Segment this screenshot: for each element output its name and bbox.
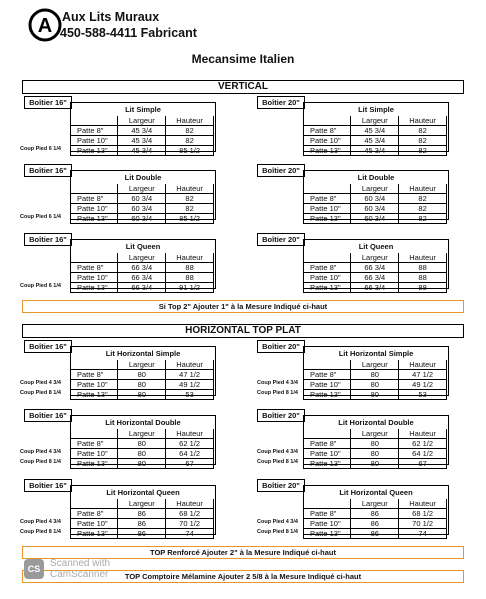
header-largeur: Largeur <box>118 499 166 509</box>
spec-table-title: Lit Simple <box>358 105 394 114</box>
hauteur-value: 82 <box>166 126 214 136</box>
spec-table-box <box>303 102 449 155</box>
hauteur-value: 49 1/2 <box>399 380 447 390</box>
table-row <box>71 370 214 380</box>
hauteur-value: 47 1/2 <box>166 370 214 380</box>
note-top-renforce: TOP Renforcé Ajouter 2" à la Mesure Indiqué ci-haut <box>22 546 464 559</box>
spec-table <box>70 116 214 156</box>
patte-label: Patte 8" <box>304 194 351 204</box>
spec-table-title: Lit Horizontal Queen <box>106 488 180 497</box>
header-blank-cell <box>304 429 351 439</box>
table-header-row <box>304 360 447 370</box>
hauteur-value: 88 <box>399 263 447 273</box>
header-hauteur: Hauteur <box>399 499 447 509</box>
section-heading-vertical: VERTICAL <box>22 80 464 94</box>
boitier-label: Boîtier 16" <box>24 233 72 246</box>
patte-label: Patte 10" <box>304 136 351 146</box>
patte-label: Patte 8" <box>71 194 118 204</box>
largeur-value: 80 <box>118 390 166 400</box>
spec-table-box <box>70 485 216 538</box>
coup-pied-note: Coup Pied 4 3/4 <box>257 449 298 455</box>
patte-label: Patte 8" <box>304 263 351 273</box>
coup-pied-note: Coup Pied 8 1/4 <box>257 529 298 535</box>
table-header-row <box>71 184 214 194</box>
largeur-value: 86 <box>351 519 399 529</box>
header-hauteur: Hauteur <box>166 360 214 370</box>
patte-label: Patte 13" <box>304 146 351 156</box>
spec-table-title: Lit Horizontal Simple <box>105 349 181 358</box>
header-blank-cell <box>71 499 118 509</box>
header-blank-cell <box>71 253 118 263</box>
spec-table <box>303 429 447 469</box>
svg-text:A: A <box>37 15 53 37</box>
spec-table-title: Lit Queen <box>358 242 394 251</box>
patte-label: Patte 13" <box>71 529 118 539</box>
table-row <box>304 126 447 136</box>
header-largeur: Largeur <box>118 184 166 194</box>
hauteur-value: 74 <box>399 529 447 539</box>
hauteur-value: 91 1/2 <box>166 283 214 293</box>
table-row <box>304 449 447 459</box>
header-blank-cell <box>304 253 351 263</box>
spec-table-box <box>70 102 216 155</box>
patte-label: Patte 10" <box>304 519 351 529</box>
table-row <box>304 204 447 214</box>
table-header-row <box>71 253 214 263</box>
watermark-line-1: Scanned with <box>50 558 111 569</box>
coup-pied-note: Coup Pied 4 3/4 <box>20 449 61 455</box>
table-row <box>71 459 214 469</box>
patte-label: Patte 10" <box>304 449 351 459</box>
spec-table <box>70 499 214 539</box>
spec-table-box <box>70 346 216 399</box>
header-blank-cell <box>304 116 351 126</box>
spec-table-title: Lit Simple <box>125 105 161 114</box>
coup-pied-note: Coup Pied 4 3/4 <box>257 519 298 525</box>
largeur-value: 80 <box>351 390 399 400</box>
patte-label: Patte 10" <box>304 273 351 283</box>
boitier-label: Boîtier 20" <box>257 479 305 492</box>
hauteur-value: 53 <box>166 390 214 400</box>
largeur-value: 45 3/4 <box>118 146 166 156</box>
largeur-value: 60 3/4 <box>118 194 166 204</box>
hauteur-value: 70 1/2 <box>166 519 214 529</box>
spec-table-box <box>303 415 449 468</box>
table-row <box>71 214 214 224</box>
spec-table <box>70 253 214 293</box>
patte-label: Patte 10" <box>304 204 351 214</box>
hauteur-value: 82 <box>166 136 214 146</box>
note-top-comptoir: TOP Comptoire Mélamine Ajouter 2 5/8 à la Mesure Indiqué ci-haut <box>22 570 464 583</box>
spec-table <box>303 116 447 156</box>
coup-pied-note: Coup Pied 8 1/4 <box>257 459 298 465</box>
spec-table <box>303 360 447 400</box>
table-row <box>71 380 214 390</box>
largeur-value: 45 3/4 <box>351 136 399 146</box>
header-largeur: Largeur <box>351 360 399 370</box>
hauteur-value: 67 <box>399 459 447 469</box>
table-header-row <box>304 253 447 263</box>
largeur-value: 80 <box>351 449 399 459</box>
table-row <box>71 449 214 459</box>
spec-table-box <box>303 239 449 292</box>
patte-label: Patte 13" <box>71 459 118 469</box>
table-row <box>71 283 214 293</box>
patte-label: Patte 13" <box>304 283 351 293</box>
largeur-value: 86 <box>118 509 166 519</box>
spec-table-box <box>70 170 216 223</box>
hauteur-value: 70 1/2 <box>399 519 447 529</box>
hauteur-value: 82 <box>399 204 447 214</box>
scanner-watermark <box>50 558 110 580</box>
patte-label: Patte 10" <box>71 273 118 283</box>
hauteur-value: 82 <box>399 136 447 146</box>
boitier-label: Boîtier 20" <box>257 233 305 246</box>
hauteur-value: 82 <box>399 194 447 204</box>
boitier-label: Boîtier 16" <box>24 96 72 109</box>
coup-pied-note: Coup Pied 6 1/4 <box>20 146 61 152</box>
hauteur-value: 68 1/2 <box>399 509 447 519</box>
boitier-label: Boîtier 16" <box>24 340 72 353</box>
largeur-value: 45 3/4 <box>118 136 166 146</box>
section-heading-horizontal: HORIZONTAL TOP PLAT <box>22 324 464 338</box>
spec-table-title: Lit Double <box>124 173 162 182</box>
header-largeur: Largeur <box>118 253 166 263</box>
boitier-label: Boîtier 20" <box>257 409 305 422</box>
header-hauteur: Hauteur <box>166 253 214 263</box>
spec-table-title: Lit Horizontal Simple <box>338 349 414 358</box>
header-blank-cell <box>71 360 118 370</box>
spec-table-title: Lit Horizontal Double <box>105 418 181 427</box>
largeur-value: 45 3/4 <box>351 146 399 156</box>
largeur-value: 66 3/4 <box>118 263 166 273</box>
spec-table <box>70 360 214 400</box>
company-name: Aux Lits Muraux <box>62 10 160 24</box>
coup-pied-note: Coup Pied 8 1/4 <box>257 390 298 396</box>
table-row <box>304 459 447 469</box>
largeur-value: 60 3/4 <box>351 194 399 204</box>
spec-table-title: Lit Queen <box>125 242 161 251</box>
largeur-value: 80 <box>118 370 166 380</box>
hauteur-value: 82 <box>399 146 447 156</box>
table-row <box>304 146 447 156</box>
hauteur-value: 67 <box>166 459 214 469</box>
table-row <box>304 283 447 293</box>
coup-pied-note: Coup Pied 4 3/4 <box>20 380 61 386</box>
table-row <box>304 519 447 529</box>
largeur-value: 80 <box>351 380 399 390</box>
table-row <box>304 136 447 146</box>
table-header-row <box>304 429 447 439</box>
largeur-value: 80 <box>118 449 166 459</box>
header-hauteur: Hauteur <box>399 360 447 370</box>
largeur-value: 86 <box>351 509 399 519</box>
boitier-label: Boîtier 16" <box>24 479 72 492</box>
hauteur-value: 82 <box>399 214 447 224</box>
table-header-row <box>71 429 214 439</box>
hauteur-value: 82 <box>399 126 447 136</box>
largeur-value: 66 3/4 <box>351 273 399 283</box>
header-blank-cell <box>304 184 351 194</box>
coup-pied-note: Coup Pied 8 1/4 <box>20 459 61 465</box>
patte-label: Patte 13" <box>304 529 351 539</box>
largeur-value: 86 <box>118 529 166 539</box>
boitier-label: Boîtier 16" <box>24 164 72 177</box>
table-header-row <box>304 499 447 509</box>
hauteur-value: 85 1/2 <box>166 146 214 156</box>
table-row <box>304 194 447 204</box>
table-row <box>304 529 447 539</box>
largeur-value: 80 <box>118 380 166 390</box>
patte-label: Patte 8" <box>304 370 351 380</box>
largeur-value: 80 <box>118 459 166 469</box>
header-blank-cell <box>71 429 118 439</box>
header-largeur: Largeur <box>351 429 399 439</box>
largeur-value: 60 3/4 <box>118 214 166 224</box>
patte-label: Patte 10" <box>71 204 118 214</box>
header-hauteur: Hauteur <box>166 116 214 126</box>
page-title: Mecansime Italien <box>191 52 295 66</box>
largeur-value: 66 3/4 <box>351 283 399 293</box>
patte-label: Patte 8" <box>304 439 351 449</box>
spec-table-title: Lit Horizontal Queen <box>339 488 413 497</box>
patte-label: Patte 8" <box>304 509 351 519</box>
largeur-value: 45 3/4 <box>351 126 399 136</box>
table-row <box>71 439 214 449</box>
header-hauteur: Hauteur <box>166 184 214 194</box>
boitier-label: Boîtier 16" <box>24 409 72 422</box>
spec-table-title: Lit Horizontal Double <box>338 418 414 427</box>
spec-table-box <box>303 485 449 538</box>
coup-pied-note: Coup Pied 4 3/4 <box>20 519 61 525</box>
hauteur-value: 88 <box>166 263 214 273</box>
patte-label: Patte 13" <box>304 214 351 224</box>
table-row <box>304 439 447 449</box>
largeur-value: 80 <box>351 370 399 380</box>
table-row <box>71 204 214 214</box>
table-row <box>71 126 214 136</box>
largeur-value: 66 3/4 <box>351 263 399 273</box>
header-hauteur: Hauteur <box>399 184 447 194</box>
table-row <box>304 273 447 283</box>
spec-table-box <box>70 415 216 468</box>
boitier-label: Boîtier 20" <box>257 96 305 109</box>
hauteur-value: 49 1/2 <box>166 380 214 390</box>
header-blank-cell <box>71 184 118 194</box>
table-row <box>304 509 447 519</box>
hauteur-value: 88 <box>399 283 447 293</box>
patte-label: Patte 13" <box>71 390 118 400</box>
table-row <box>71 273 214 283</box>
header-blank-cell <box>304 499 351 509</box>
header-largeur: Largeur <box>351 253 399 263</box>
header-hauteur: Hauteur <box>166 429 214 439</box>
company-logo-icon <box>28 8 62 42</box>
hauteur-value: 62 1/2 <box>166 439 214 449</box>
patte-label: Patte 10" <box>71 449 118 459</box>
header-largeur: Largeur <box>118 116 166 126</box>
table-header-row <box>304 184 447 194</box>
largeur-value: 80 <box>351 459 399 469</box>
hauteur-value: 62 1/2 <box>399 439 447 449</box>
patte-label: Patte 10" <box>304 380 351 390</box>
table-row <box>304 214 447 224</box>
table-row <box>71 136 214 146</box>
hauteur-value: 64 1/2 <box>166 449 214 459</box>
header-largeur: Largeur <box>118 360 166 370</box>
largeur-value: 45 3/4 <box>118 126 166 136</box>
patte-label: Patte 13" <box>304 390 351 400</box>
hauteur-value: 64 1/2 <box>399 449 447 459</box>
header-hauteur: Hauteur <box>399 429 447 439</box>
table-header-row <box>71 360 214 370</box>
header-largeur: Largeur <box>118 429 166 439</box>
largeur-value: 60 3/4 <box>351 204 399 214</box>
hauteur-value: 85 1/2 <box>166 214 214 224</box>
largeur-value: 86 <box>118 519 166 529</box>
largeur-value: 86 <box>351 529 399 539</box>
table-row <box>71 519 214 529</box>
patte-label: Patte 10" <box>71 380 118 390</box>
table-row <box>304 263 447 273</box>
largeur-value: 80 <box>351 439 399 449</box>
table-row <box>71 509 214 519</box>
table-row <box>71 194 214 204</box>
patte-label: Patte 8" <box>71 370 118 380</box>
patte-label: Patte 13" <box>71 214 118 224</box>
coup-pied-note: Coup Pied 8 1/4 <box>20 529 61 535</box>
largeur-value: 60 3/4 <box>351 214 399 224</box>
hauteur-value: 53 <box>399 390 447 400</box>
header-blank-cell <box>71 116 118 126</box>
hauteur-value: 68 1/2 <box>166 509 214 519</box>
header-largeur: Largeur <box>351 116 399 126</box>
patte-label: Patte 8" <box>304 126 351 136</box>
patte-label: Patte 13" <box>304 459 351 469</box>
hauteur-value: 88 <box>399 273 447 283</box>
spec-table <box>303 253 447 293</box>
largeur-value: 60 3/4 <box>118 204 166 214</box>
patte-label: Patte 8" <box>71 263 118 273</box>
spec-table <box>303 499 447 539</box>
hauteur-value: 47 1/2 <box>399 370 447 380</box>
hauteur-value: 82 <box>166 194 214 204</box>
header-hauteur: Hauteur <box>166 499 214 509</box>
patte-label: Patte 10" <box>71 136 118 146</box>
table-row <box>71 263 214 273</box>
boitier-label: Boîtier 20" <box>257 164 305 177</box>
watermark-line-2: CamScanner <box>50 569 109 580</box>
table-header-row <box>304 116 447 126</box>
company-phone: 450-588-4411 Fabricant <box>60 26 197 40</box>
table-header-row <box>71 116 214 126</box>
boitier-label: Boîtier 20" <box>257 340 305 353</box>
coup-pied-note: Coup Pied 6 1/4 <box>20 283 61 289</box>
hauteur-value: 82 <box>166 204 214 214</box>
header-hauteur: Hauteur <box>399 116 447 126</box>
table-row <box>71 529 214 539</box>
coup-pied-note: Coup Pied 4 3/4 <box>257 380 298 386</box>
spec-table-box <box>303 170 449 223</box>
hauteur-value: 74 <box>166 529 214 539</box>
largeur-value: 66 3/4 <box>118 273 166 283</box>
note-top-2: Si Top 2" Ajouter 1" à la Mesure Indiqué ci-haut <box>22 300 464 313</box>
table-row <box>304 380 447 390</box>
patte-label: Patte 13" <box>71 283 118 293</box>
header-blank-cell <box>304 360 351 370</box>
patte-label: Patte 8" <box>71 439 118 449</box>
table-header-row <box>71 499 214 509</box>
spec-table <box>70 184 214 224</box>
table-row <box>304 370 447 380</box>
patte-label: Patte 13" <box>71 146 118 156</box>
coup-pied-note: Coup Pied 8 1/4 <box>20 390 61 396</box>
spec-table-box <box>70 239 216 292</box>
table-row <box>304 390 447 400</box>
coup-pied-note: Coup Pied 6 1/4 <box>20 214 61 220</box>
spec-table-box <box>303 346 449 399</box>
table-row <box>71 390 214 400</box>
largeur-value: 80 <box>118 439 166 449</box>
spec-table-title: Lit Double <box>357 173 395 182</box>
patte-label: Patte 8" <box>71 126 118 136</box>
header-largeur: Largeur <box>351 184 399 194</box>
header-hauteur: Hauteur <box>399 253 447 263</box>
largeur-value: 66 3/4 <box>118 283 166 293</box>
table-row <box>71 146 214 156</box>
hauteur-value: 88 <box>166 273 214 283</box>
spec-table <box>70 429 214 469</box>
patte-label: Patte 8" <box>71 509 118 519</box>
spec-table <box>303 184 447 224</box>
camscanner-logo-icon: CS <box>24 559 44 579</box>
patte-label: Patte 10" <box>71 519 118 529</box>
header-largeur: Largeur <box>351 499 399 509</box>
